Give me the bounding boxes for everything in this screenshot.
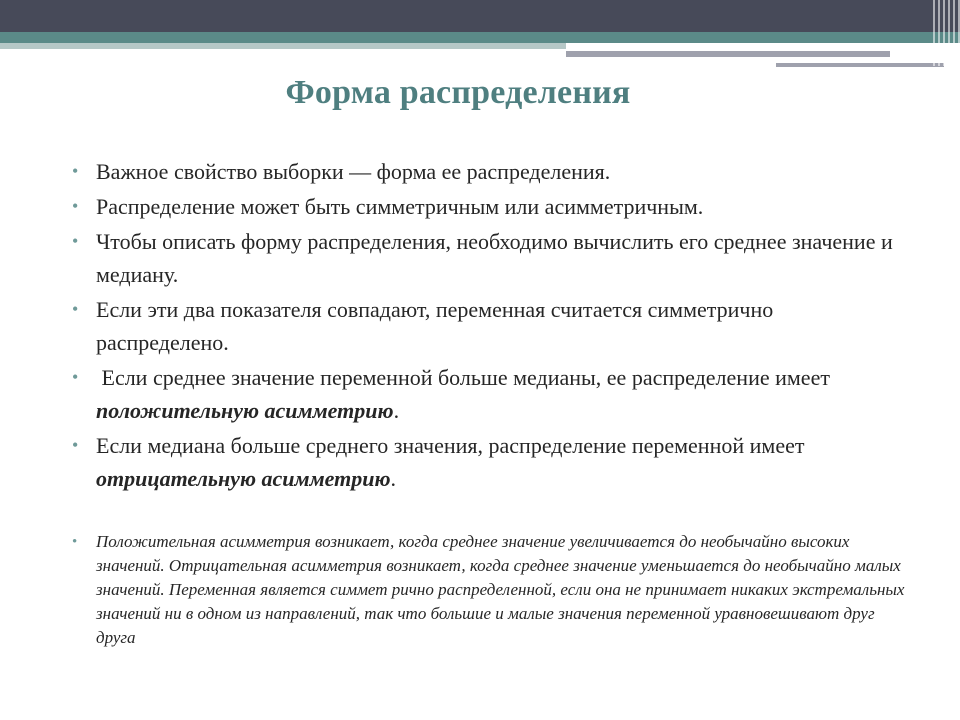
bullet-text: Если медиана больше среднего значения, распределение переменной имеет bbox=[96, 433, 805, 458]
bullet-text: Если среднее значение переменной больше медианы, ее распределение имеет bbox=[96, 365, 836, 390]
bullet-item bbox=[70, 190, 910, 223]
bullet-item bbox=[70, 293, 910, 359]
bullet-text-end: . bbox=[390, 466, 397, 491]
bullet-item bbox=[70, 225, 910, 291]
bullet-dot-icon: • bbox=[72, 161, 79, 181]
bullet-list bbox=[70, 155, 910, 497]
bullet-dot-icon: • bbox=[72, 367, 79, 387]
bullet-item bbox=[70, 155, 910, 188]
negative-skew-term: отрицательную асимметрию bbox=[96, 466, 391, 491]
bullet-item bbox=[70, 361, 910, 427]
header-accent-line bbox=[566, 51, 890, 57]
bullet-text: Чтобы описать форму распределения, необходимо вычислить его среднее значение и медиану. bbox=[96, 229, 893, 287]
bullet-dot-icon: • bbox=[72, 231, 79, 251]
header-accent-line-short bbox=[776, 63, 944, 67]
slide-title: Форма распределения bbox=[285, 74, 631, 111]
footnote bbox=[70, 530, 910, 650]
positive-skew-term: положительную асимметрию bbox=[96, 398, 394, 423]
header-light-band bbox=[0, 43, 566, 49]
footnote-text: Положительная асимметрия возникает, когда среднее значение увеличивается до необычайно высоких значений. Отрицательная асимметрия возникает, когда среднее значение уменьшается до необычайно малых значений. Переменная является симмет рично распределенной, если она не принимает никаких экстремальных значений ни в одном из направлений, так что большие и малые значения переменной уравновешивают друг друга bbox=[96, 532, 905, 647]
bullet-dot-icon: • bbox=[72, 534, 78, 550]
header-teal-band bbox=[0, 32, 960, 43]
header-stripes bbox=[930, 0, 960, 66]
bullet-dot-icon: • bbox=[72, 196, 79, 216]
bullet-text: Если эти два показателя совпадают, переменная считается симметрично распределено. bbox=[96, 297, 774, 355]
bullet-text-end: . bbox=[393, 398, 400, 423]
bullet-text: Распределение может быть симметричным или асимметричным. bbox=[96, 194, 704, 219]
bullet-text: Важное свойство выборки — форма ее распределения. bbox=[96, 159, 611, 184]
header-dark-band bbox=[0, 0, 960, 32]
bullet-item bbox=[70, 429, 910, 495]
bullet-dot-icon: • bbox=[72, 299, 79, 319]
bullet-dot-icon: • bbox=[72, 435, 79, 455]
